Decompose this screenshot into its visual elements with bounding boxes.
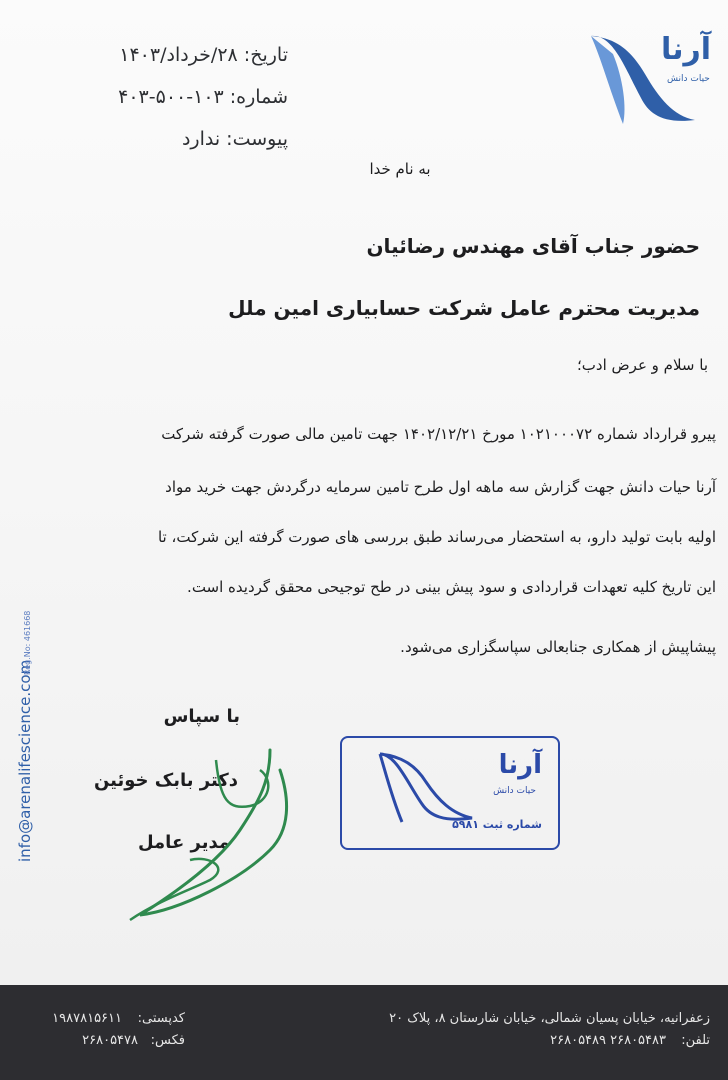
number-line: شماره: ۱۰۳-۵۰۰-۴۰۳ [118, 86, 288, 108]
closing-line: پیشاپیش از همکاری جنابعالی سپاسگزاری می‌شود. [400, 638, 716, 656]
sidebar-website: info@arenalifescience.com [16, 659, 34, 862]
stamp-subtitle: حیات دانش [493, 786, 536, 796]
date-line: تاریخ: ۲۸/خرداد/۱۴۰۳ [119, 44, 288, 66]
addressee-line-1: حضور جناب آقای مهندس رضائیان [366, 234, 700, 258]
company-stamp [340, 736, 560, 850]
body-line-2: آرنا حیات دانش جهت گزارش سه ماهه اول طرح تامین سرمایه درگردش جهت خرید مواد [165, 478, 716, 496]
footer-phone-label: تلفن: [681, 1033, 710, 1048]
signatory-title: مدیر عامل [137, 832, 230, 853]
body-line-3: اولیه بابت تولید دارو، به استحضار می‌رساند طبق بررسی های صورت گرفته این شرکت، تا [157, 528, 716, 546]
footer-fax: ۲۶۸۰۵۴۷۸ [82, 1033, 138, 1048]
handwritten-signature-icon [120, 740, 300, 930]
body-line-1: پیرو قرارداد شماره ۱۰۲۱۰۰۰۷۲ مورخ ۱۴۰۲/۱۲/۲۱ جهت تامین مالی صورت گرفته شرکت [161, 425, 716, 443]
addressee-line-2: مدیریت محترم عامل شرکت حسابیاری امین ملل [228, 296, 700, 320]
sidebar [12, 600, 42, 870]
company-logo [583, 28, 718, 133]
signatory-name: دکتر بابک خوئین [93, 770, 238, 791]
footer-phones: ۲۶۸۰۵۴۸۹ ۲۶۸۰۵۴۸۳ [550, 1033, 666, 1048]
stamp-swoosh-icon [372, 748, 482, 828]
footer-postal: ۱۹۸۷۸۱۵۶۱۱ [52, 1011, 122, 1026]
footer-address: زعفرانیه، خیابان پسیان شمالی، خیابان شارستان ۸، پلاک ۲۰ [389, 1011, 710, 1026]
basmala: به نام خدا [369, 160, 431, 178]
footer-fax-label: فکس: [150, 1033, 185, 1048]
logo-wordmark: آرنا [661, 32, 712, 67]
stamp-wordmark: آرنا [498, 750, 542, 780]
attachment-line: پیوست: ندارد [181, 128, 288, 150]
footer-postal-label: کدپستی: [137, 1011, 185, 1026]
signature-thanks: با سپاس [163, 706, 240, 727]
body-line-4: این تاریخ کلیه تعهدات قراردادی و سود پیش بینی در طح توجیحی محقق گردیده است. [187, 578, 716, 596]
greeting: با سلام و عرض ادب؛ [577, 356, 708, 374]
stamp-registration: شماره ثبت ۵۹۸۱ [452, 818, 542, 831]
logo-subtitle: حیات دانش [667, 74, 710, 84]
footer [0, 985, 728, 1080]
sidebar-regno: Reg.No: 461668 [23, 610, 32, 675]
